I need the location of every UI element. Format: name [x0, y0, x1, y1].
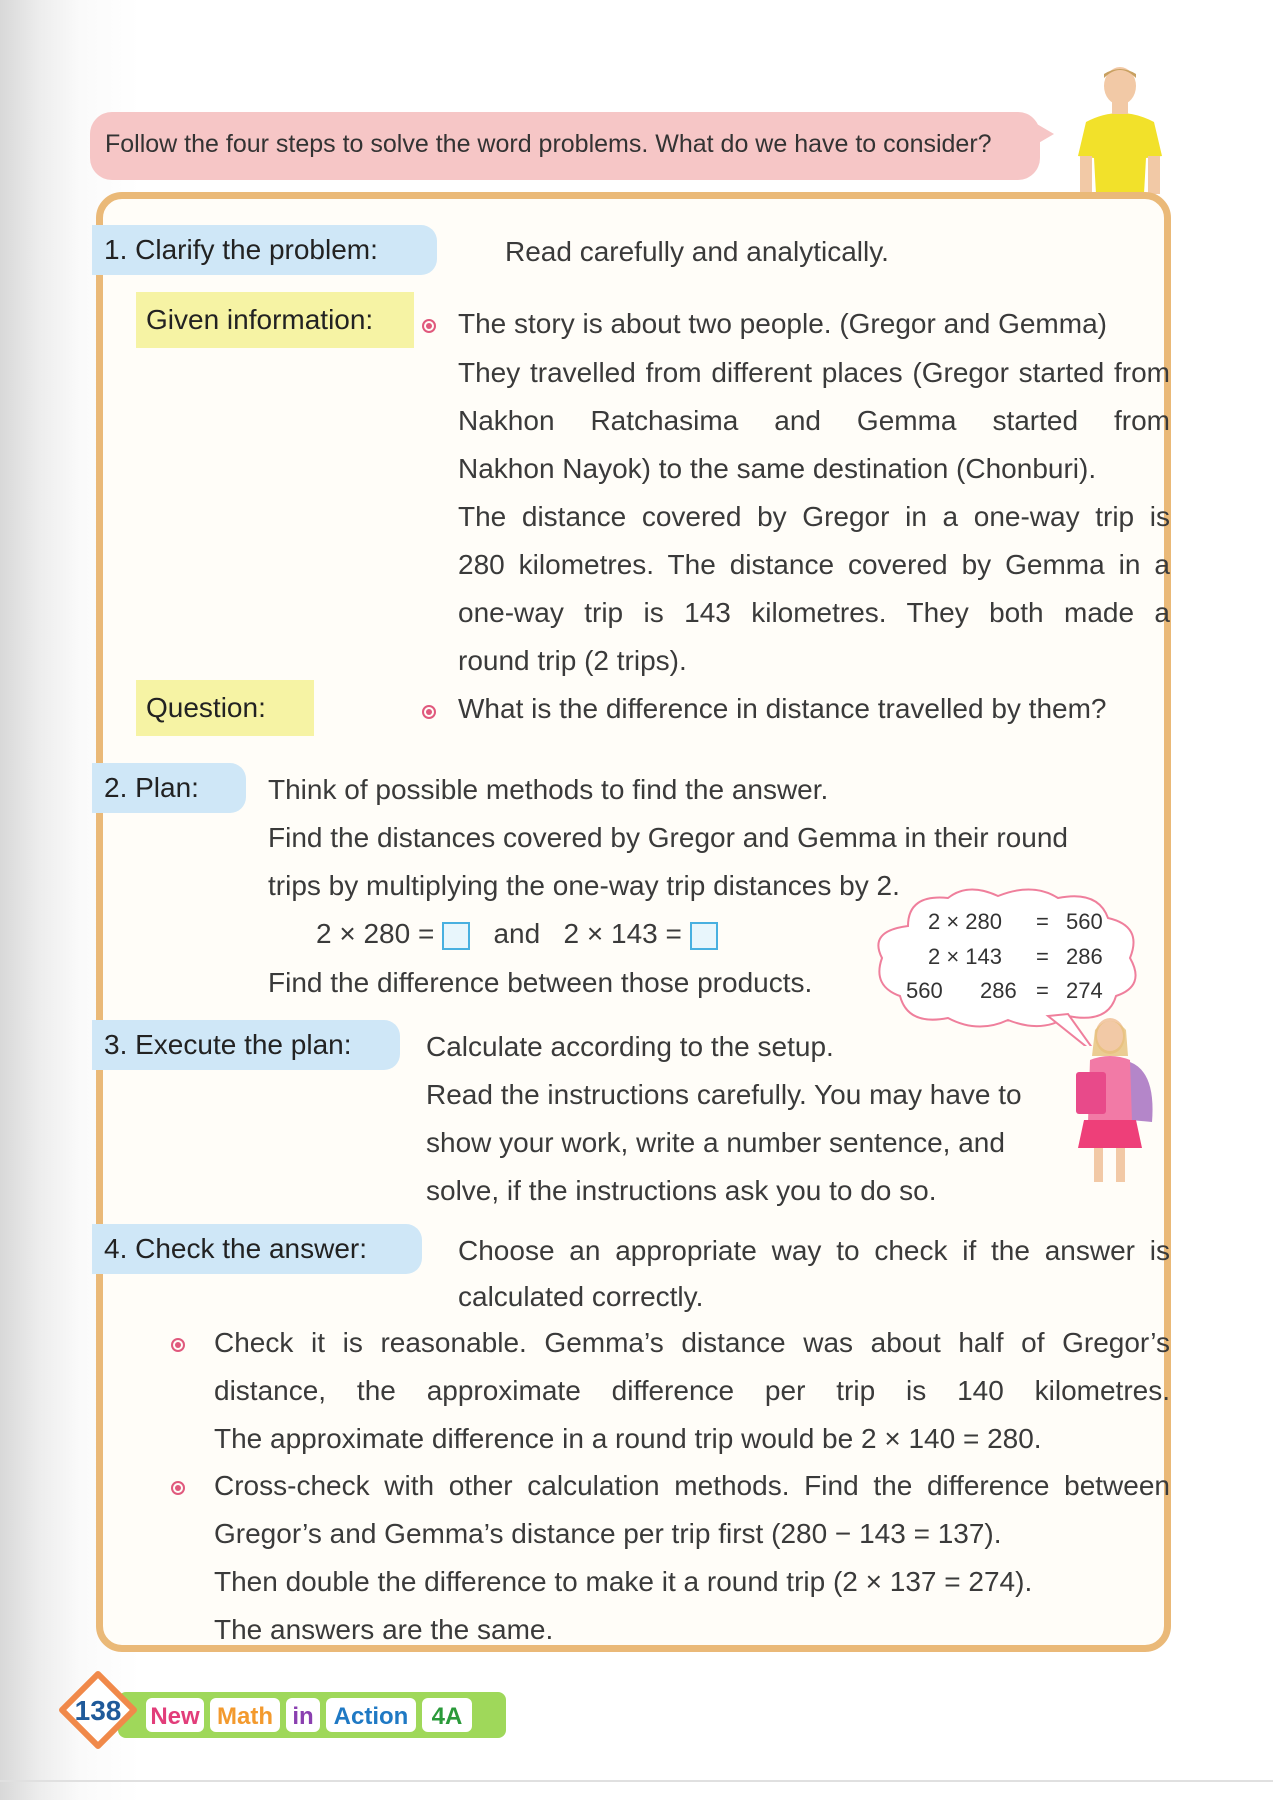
- given-information-label: Given information:: [136, 292, 414, 348]
- check-description-cont: calculated correctly.: [458, 1281, 704, 1312]
- given-line: The story is about two people. (Gregor and Gemma): [458, 308, 1107, 339]
- series-word-new: New: [150, 1703, 200, 1730]
- check-description: Choose an appropriate way to check if the answer is: [458, 1235, 1170, 1266]
- cloud-row3-a: 560: [906, 978, 943, 1003]
- answer-box-gemma[interactable]: [690, 922, 718, 950]
- bullet-icon: [422, 319, 436, 333]
- given-line: Nakhon Nayok) to the same destination (Chonburi).: [458, 453, 1097, 484]
- boy-illustration: [1060, 64, 1180, 194]
- given-line: one-way trip is 143 kilometres. They both made a: [458, 597, 1170, 628]
- equation-gemma: 2 × 143 =: [563, 918, 682, 949]
- check-line: Gregor’s and Gemma’s distance per trip first (280 − 143 = 137).: [214, 1518, 1002, 1549]
- plan-line: Think of possible methods to find the answer.: [268, 774, 829, 805]
- check-line: Cross-check with other calculation methods. Find the difference between: [214, 1470, 1170, 1501]
- series-word-in: in: [292, 1703, 314, 1730]
- question-label: Question:: [136, 680, 314, 736]
- check-line: The answers are the same.: [214, 1614, 554, 1645]
- question-text: What is the difference in distance travelled by them?: [458, 693, 1107, 724]
- given-line: Nakhon Ratchasima and Gemma started from: [458, 405, 1170, 436]
- check-line: Check it is reasonable. Gemma’s distance was about half of Gregor’s: [214, 1327, 1170, 1358]
- equation-gregor: 2 × 280 =: [316, 918, 435, 949]
- series-word-math: Math: [217, 1703, 273, 1730]
- cloud-row1-result: 560: [1066, 909, 1103, 934]
- speech-bubble-tail: [1030, 120, 1054, 148]
- plan-line: Find the difference between those products.: [268, 967, 813, 998]
- cloud-row3-result: 274: [1066, 978, 1103, 1003]
- series-word-grade: 4A: [431, 1703, 463, 1730]
- page-number: 138: [74, 1695, 122, 1726]
- step4-label: 4. Check the answer:: [92, 1224, 422, 1274]
- footer-banner: [58, 1670, 508, 1750]
- step2-label: 2. Plan:: [92, 763, 246, 813]
- plan-line: trips by multiplying the one-way trip distances by 2.: [268, 870, 900, 901]
- and-word: and: [493, 918, 541, 949]
- step1-description: Read carefully and analytically.: [505, 236, 889, 267]
- execute-line: solve, if the instructions ask you to do so.: [426, 1175, 937, 1206]
- cloud-row2-expr: 2 × 143: [928, 944, 1003, 969]
- cloud-row3-b: 286: [980, 978, 1017, 1003]
- check-line: distance, the approximate difference per trip is 140 kilometres.: [214, 1375, 1170, 1406]
- given-line: The distance covered by Gregor in a one-way trip is: [458, 501, 1170, 532]
- step1-label: 1. Clarify the problem:: [92, 225, 437, 275]
- check-line: The approximate difference in a round trip would be 2 × 140 = 280.: [214, 1423, 1042, 1454]
- given-line: They travelled from different places (Gregor started from: [458, 357, 1170, 388]
- step3-label: 3. Execute the plan:: [92, 1020, 400, 1070]
- cloud-row2-eq: =: [1036, 944, 1049, 969]
- check-line: Then double the difference to make it a round trip (2 × 137 = 274).: [214, 1566, 1033, 1597]
- execute-line: Calculate according to the setup.: [426, 1031, 834, 1062]
- answer-box-gregor[interactable]: [442, 922, 470, 950]
- bullet-icon: [171, 1338, 185, 1352]
- speech-text: Follow the four steps to solve the word problems. What do we have to consider?: [105, 130, 992, 158]
- cloud-row2-result: 286: [1066, 944, 1103, 969]
- execute-line: Read the instructions carefully. You may have to: [426, 1079, 1022, 1110]
- series-word-action: Action: [333, 1703, 409, 1730]
- cloud-row1-expr: 2 × 280: [928, 909, 1003, 934]
- bullet-icon: [171, 1481, 185, 1495]
- cloud-row1-eq: =: [1036, 909, 1049, 934]
- given-line: 280 kilometres. The distance covered by Gemma in a: [458, 549, 1170, 580]
- bullet-icon: [422, 705, 436, 719]
- cloud-row3-eq: =: [1036, 978, 1049, 1003]
- execute-line: show your work, write a number sentence, and: [426, 1127, 1005, 1158]
- plan-equations: [316, 918, 718, 950]
- girl-illustration: [1060, 1012, 1160, 1192]
- given-line: round trip (2 trips).: [458, 645, 687, 676]
- plan-line: Find the distances covered by Gregor and Gemma in their round: [268, 822, 1068, 853]
- page-bottom-edge: [0, 1780, 1273, 1782]
